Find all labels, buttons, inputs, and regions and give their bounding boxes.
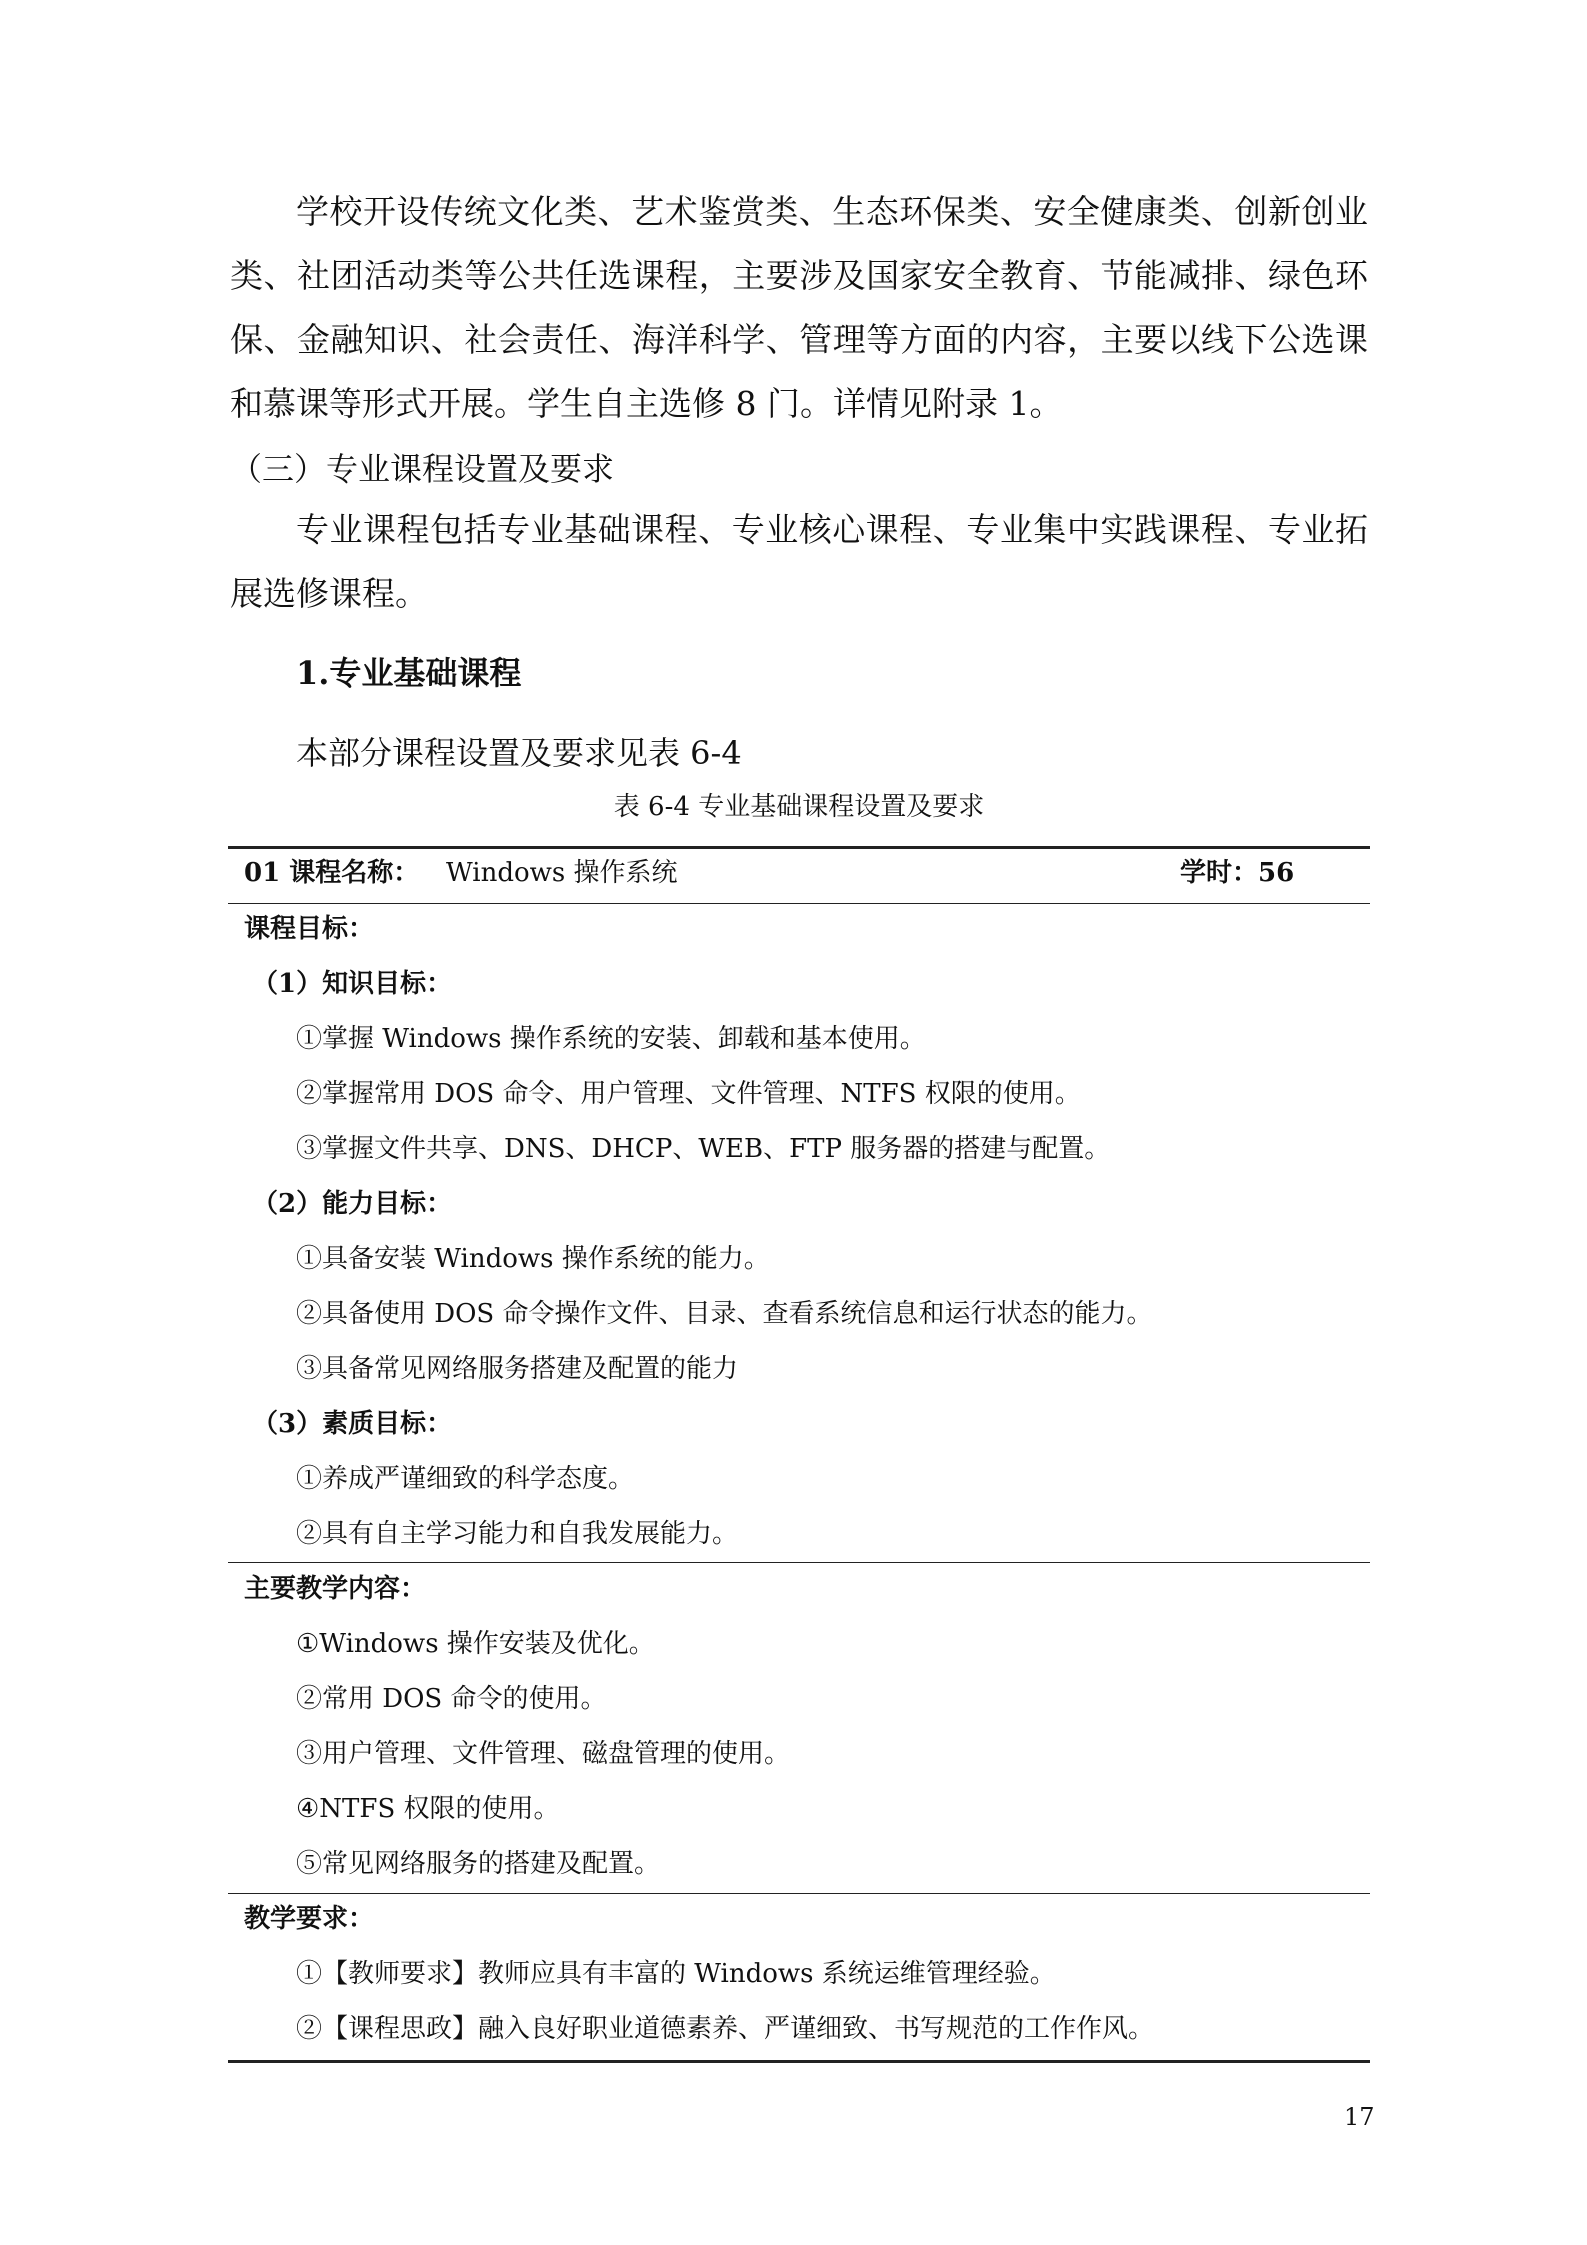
list-item: ①Windows 操作安装及优化。 [296, 1629, 655, 1659]
course-name-value: Windows 操作系统 [446, 858, 678, 888]
paragraph-table-reference: 本部分课程设置及要求见表 6-4 [296, 734, 742, 772]
ability-goals-heading: （2）能力目标： [252, 1189, 453, 1219]
page-number: 17 [1344, 2103, 1375, 2131]
list-item: ①【教师要求】教师应具有丰富的 Windows 系统运维管理经验。 [296, 1959, 1056, 1989]
table-bottom-border [228, 2060, 1370, 2063]
content-heading: 主要教学内容： [244, 1574, 427, 1604]
list-item: ③具备常见网络服务搭建及配置的能力 [296, 1354, 739, 1384]
requirements-heading: 教学要求： [244, 1904, 375, 1934]
list-item: ④NTFS 权限的使用。 [296, 1794, 560, 1824]
list-item: ②【课程思政】融入良好职业道德素养、严谨细致、书写规范的工作作风。 [296, 2014, 1155, 2044]
list-item: ②常用 DOS 命令的使用。 [296, 1684, 607, 1714]
list-item: ①掌握 Windows 操作系统的安装、卸载和基本使用。 [296, 1024, 926, 1054]
table-row-divider [228, 1562, 1370, 1563]
list-item: ③用户管理、文件管理、磁盘管理的使用。 [296, 1739, 791, 1769]
paragraph-professional-courses: 专业课程包括专业基础课程、专业核心课程、专业集中实践课程、专业拓展选修课程。 [230, 510, 1368, 613]
goals-heading: 课程目标： [244, 914, 375, 944]
list-item: ⑤常见网络服务的搭建及配置。 [296, 1849, 661, 1879]
knowledge-goals-heading: （1）知识目标： [252, 969, 453, 999]
table-row-divider [228, 1893, 1370, 1894]
course-hours: 学时：56 [1180, 858, 1295, 888]
table-row-divider [228, 903, 1370, 904]
list-item: ③掌握文件共享、DNS、DHCP、WEB、FTP 服务器的搭建与配置。 [296, 1134, 1111, 1164]
table-top-border [228, 846, 1370, 849]
section-heading-professional-courses: （三）专业课程设置及要求 [230, 450, 615, 488]
list-item: ①养成严谨细致的科学态度。 [296, 1464, 635, 1494]
table-caption: 表 6-4 专业基础课程设置及要求 [613, 792, 985, 822]
list-item: ②具有自主学习能力和自我发展能力。 [296, 1519, 739, 1549]
list-item: ①具备安装 Windows 操作系统的能力。 [296, 1244, 770, 1274]
list-item: ②具备使用 DOS 命令操作文件、目录、查看系统信息和运行状态的能力。 [296, 1299, 1153, 1329]
course-name-label: 01 课程名称： [244, 858, 420, 888]
list-item: ②掌握常用 DOS 命令、用户管理、文件管理、NTFS 权限的使用。 [296, 1079, 1081, 1109]
subheading-basic-courses: 1.专业基础课程 [296, 654, 522, 692]
quality-goals-heading: （3）素质目标： [252, 1409, 453, 1439]
paragraph-elective-courses: 学校开设传统文化类、艺术鉴赏类、生态环保类、安全健康类、创新创业类、社团活动类等公共任选课程，主要涉及国家安全教育、节能减排、绿色环保、金融知识、社会责任、海洋科学、管理等方面的内容，主要以线下公选课和慕课等形式开展。学生自主选修 8 门。详情见附录 1。 [230, 192, 1368, 423]
